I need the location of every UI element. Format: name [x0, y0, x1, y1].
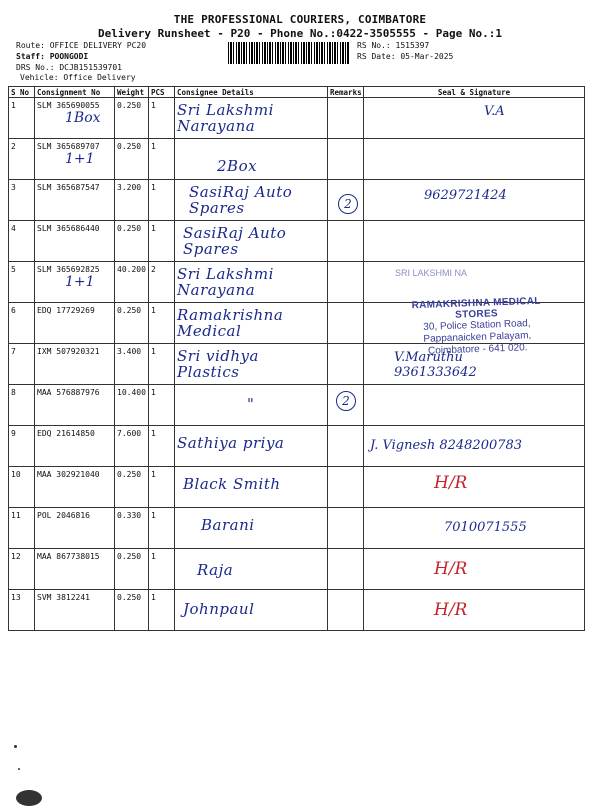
- consignment-no: SLM 365689707 1+1: [35, 139, 115, 180]
- sno: 9: [9, 426, 35, 467]
- sno: 4: [9, 221, 35, 262]
- table-row: [9, 180, 585, 221]
- remarks: [328, 221, 364, 262]
- weight: 0.250: [115, 467, 149, 508]
- remarks: [328, 467, 364, 508]
- col-consignee: Consignee Details: [175, 87, 328, 98]
- table-row: [9, 467, 585, 508]
- consignee: Johnpaul: [175, 590, 328, 631]
- pcs: 1: [149, 180, 175, 221]
- signature: V.Maruthu 9361333642: [364, 344, 585, 385]
- pcs: 1: [149, 426, 175, 467]
- table-row: [9, 549, 585, 590]
- remarks: [328, 385, 364, 426]
- consignment-no: EDQ 17729269: [35, 303, 115, 344]
- consignee: Sri Lakshmi Narayana: [175, 98, 328, 139]
- consignment-no: POL 2046816: [35, 508, 115, 549]
- sno: 5: [9, 262, 35, 303]
- runsheet-title: THE PROFESSIONAL COURIERS, COIMBATORE: [173, 13, 427, 26]
- signature: 7010071555: [364, 508, 585, 549]
- remarks: [328, 98, 364, 139]
- weight: 0.250: [115, 221, 149, 262]
- consignment-no: MAA 302921040: [35, 467, 115, 508]
- signature: J. Vignesh 8248200783: [364, 426, 585, 467]
- weight: 10.400: [115, 385, 149, 426]
- consignee: Sri vidhya Plastics: [175, 344, 328, 385]
- drs-label: DRS No.: DCJB151539701: [16, 63, 122, 72]
- remarks: [328, 426, 364, 467]
- weight: 7.600: [115, 426, 149, 467]
- pcs-note: 1+1: [65, 274, 95, 290]
- remarks: [328, 508, 364, 549]
- runsheet-table: [8, 86, 585, 631]
- remarks: [328, 180, 364, 221]
- signature: [364, 139, 585, 180]
- col-weight: Weight: [115, 87, 149, 98]
- weight: 0.250: [115, 590, 149, 631]
- consignee: Black Smith: [175, 467, 328, 508]
- consignee: Raja: [175, 549, 328, 590]
- col-consignment: Consignment No: [35, 87, 115, 98]
- consignment-no: SLM 365692825 1+1: [35, 262, 115, 303]
- consignment-no: IXM 507920321: [35, 344, 115, 385]
- pcs: 1: [149, 221, 175, 262]
- scan-shadow: [16, 790, 42, 806]
- pcs: 1: [149, 508, 175, 549]
- remarks: [328, 549, 364, 590]
- consignment-no: SLM 365686440: [35, 221, 115, 262]
- route-label: Route: OFFICE DELIVERY PC20: [16, 41, 147, 50]
- stamp-line: Pappanaicken Palayam,: [423, 330, 532, 345]
- sno: 2: [9, 139, 35, 180]
- sno: 11: [9, 508, 35, 549]
- consignee: Sri Lakshmi Narayana: [175, 262, 328, 303]
- consignment-no: MAA 867738015: [35, 549, 115, 590]
- col-sno: S No: [9, 87, 35, 98]
- pcs: 1: [149, 303, 175, 344]
- remarks: [328, 262, 364, 303]
- consignment-no: SLM 365690055 1Box: [35, 98, 115, 139]
- sno: 8: [9, 385, 35, 426]
- consignee: SasiRaj Auto Spares: [175, 221, 328, 262]
- consignment-no: MAA 576887976: [35, 385, 115, 426]
- weight: 0.250: [115, 549, 149, 590]
- pcs: 1: [149, 467, 175, 508]
- pcs: 1: [149, 590, 175, 631]
- remarks: [328, 344, 364, 385]
- scan-speck: [14, 745, 17, 748]
- consignment-no: SVM 3812241: [35, 590, 115, 631]
- consignee: Barani: [175, 508, 328, 549]
- stamp-name: RAMAKRISHNA MEDICAL STORES: [411, 295, 541, 321]
- signature: H/R: [364, 467, 585, 508]
- col-pcs: PCS: [149, 87, 175, 98]
- table-row: [9, 426, 585, 467]
- col-remarks: Remarks: [328, 87, 364, 98]
- sno: 3: [9, 180, 35, 221]
- weight: 0.250: [115, 98, 149, 139]
- remarks: [328, 590, 364, 631]
- vehicle-label: Vehicle: Office Delivery: [20, 73, 136, 82]
- barcode: [228, 42, 350, 64]
- col-seal: Seal & Signature: [364, 87, 585, 98]
- consignee: Ramakrishna Medical: [175, 303, 328, 344]
- pcs: 1: [149, 549, 175, 590]
- sno: 7: [9, 344, 35, 385]
- sno: 13: [9, 590, 35, 631]
- runsheet-subtitle: Delivery Runsheet - P20 - Phone No.:0422-3505555 - Page No.:1: [98, 27, 502, 40]
- faint-stamp: SRI LAKSHMI NA: [395, 268, 468, 278]
- pcs: 1: [149, 344, 175, 385]
- signature: 9629721424: [364, 180, 585, 221]
- consignee: Sathiya priya: [175, 426, 328, 467]
- remark-circle: 2: [336, 391, 356, 411]
- table-row: [9, 139, 585, 180]
- pcs-note: 1+1: [65, 151, 95, 167]
- weight: 3.400: [115, 344, 149, 385]
- pcs: 1: [149, 139, 175, 180]
- consignee: SasiRaj Auto Spares: [175, 180, 328, 221]
- table-row: [9, 385, 585, 426]
- sno: 12: [9, 549, 35, 590]
- pcs: 2: [149, 262, 175, 303]
- sno: 1: [9, 98, 35, 139]
- weight: 0.250: [115, 303, 149, 344]
- consignment-no: EDQ 21614850: [35, 426, 115, 467]
- table-row: [9, 221, 585, 262]
- remarks: [328, 303, 364, 344]
- medical-store-stamp: [391, 295, 563, 359]
- signature: V.A: [364, 98, 585, 139]
- rs-number: RS No.: 1515397: [357, 41, 430, 50]
- consignee: 2Box: [175, 139, 328, 180]
- scan-speck: [18, 768, 20, 770]
- remark-circle: 2: [338, 194, 358, 214]
- signature: [364, 385, 585, 426]
- consignment-no: SLM 365687547: [35, 180, 115, 221]
- stamp-line: Coimbatore - 641 020.: [427, 342, 528, 357]
- sno: 6: [9, 303, 35, 344]
- table-row: [9, 98, 585, 139]
- signature: [364, 221, 585, 262]
- stamp-line: 30, Police Station Road,: [423, 318, 531, 333]
- weight: 0.330: [115, 508, 149, 549]
- rs-date: RS Date: 05-Mar-2025: [357, 52, 454, 61]
- weight: 0.250: [115, 139, 149, 180]
- weight: 3.200: [115, 180, 149, 221]
- weight: 40.200: [115, 262, 149, 303]
- signature: H/R: [364, 590, 585, 631]
- staff-label: Staff: POONGODI: [16, 52, 89, 61]
- table-header: [9, 87, 585, 98]
- remarks: [328, 139, 364, 180]
- pcs-note: 1Box: [65, 110, 101, 126]
- signature: H/R: [364, 549, 585, 590]
- table-row: [9, 590, 585, 631]
- consignee: ": [175, 385, 328, 426]
- table-row: [9, 508, 585, 549]
- pcs: 1: [149, 98, 175, 139]
- pcs: 1: [149, 385, 175, 426]
- sno: 10: [9, 467, 35, 508]
